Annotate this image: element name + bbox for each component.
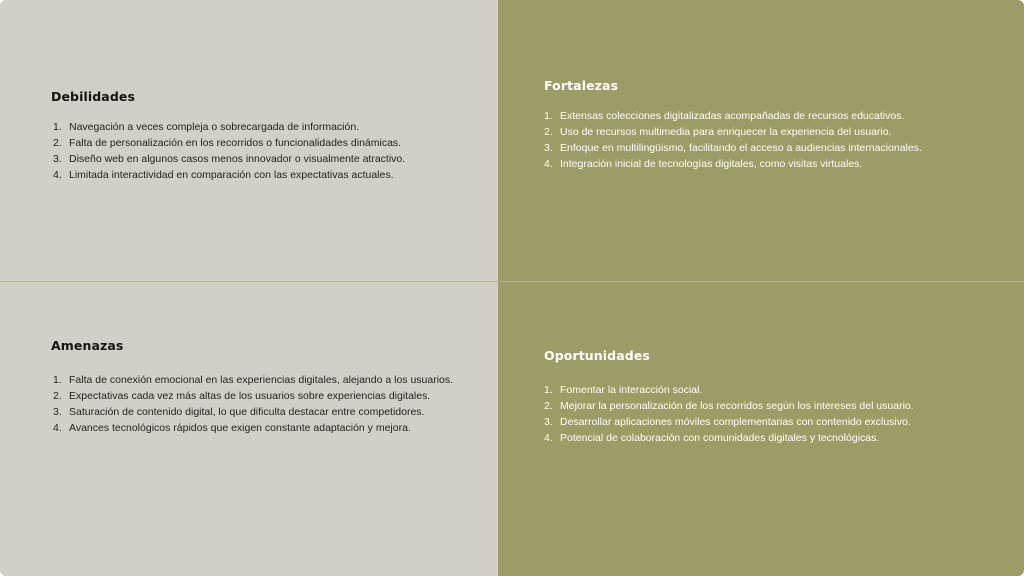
list-item: 2. Falta de personalización en los recorridos o funcionalidades dinámicas. <box>53 137 402 149</box>
debilidades-panel <box>0 0 498 281</box>
list-item: 4. Limitada interactividad en comparación con las expectativas actuales. <box>53 169 394 181</box>
amenazas-list <box>53 372 458 436</box>
list-item: 2. Uso de recursos multimedia para enriquecer la experiencia del usuario. <box>544 126 892 138</box>
oportunidades-title: Oportunidades <box>544 348 650 363</box>
fortalezas-title: Fortalezas <box>544 78 619 93</box>
oportunidades-panel <box>498 282 1024 576</box>
amenazas-panel <box>0 282 498 576</box>
list-item: 3. Desarrollar aplicaciones móviles complementarias con contenido exclusivo. <box>544 416 911 428</box>
list-item: 1. Falta de conexión emocional en las experiencias digitales, alejando a los usuarios. <box>53 374 454 386</box>
list-item: 4. Integración inicial de tecnologías digitales, como visitas virtuales. <box>544 158 863 170</box>
list-item: 1. Fomentar la interacción social. <box>544 384 703 396</box>
list-item: 4. Avances tecnológicos rápidos que exigen constante adaptación y mejora. <box>53 422 411 434</box>
list-item: 3. Diseño web en algunos casos menos innovador o visualmente atractivo. <box>53 153 406 165</box>
fortalezas-list <box>544 108 944 172</box>
fortalezas-panel <box>498 0 1024 281</box>
amenazas-title: Amenazas <box>51 338 124 353</box>
debilidades-list <box>53 119 473 183</box>
list-item: 3. Saturación de contenido digital, lo que dificulta destacar entre competidores. <box>53 406 425 418</box>
list-item: 2. Mejorar la personalización de los recorridos según los intereses del usuario. <box>544 400 914 412</box>
list-item: 1. Extensas colecciones digitalizadas acompañadas de recursos educativos. <box>544 110 905 122</box>
list-item: 2. Expectativas cada vez más altas de los usuarios sobre experiencias digitales. <box>53 390 431 402</box>
debilidades-title: Debilidades <box>51 89 136 104</box>
oportunidades-list <box>544 382 934 446</box>
list-item: 3. Enfoque en multilingüismo, facilitando el acceso a audiencias internacionales. <box>544 142 922 154</box>
list-item: 4. Potencial de colaboración con comunidades digitales y tecnológicas. <box>544 432 880 444</box>
list-item: 1. Navegación a veces compleja o sobrecargada de información. <box>53 121 360 133</box>
